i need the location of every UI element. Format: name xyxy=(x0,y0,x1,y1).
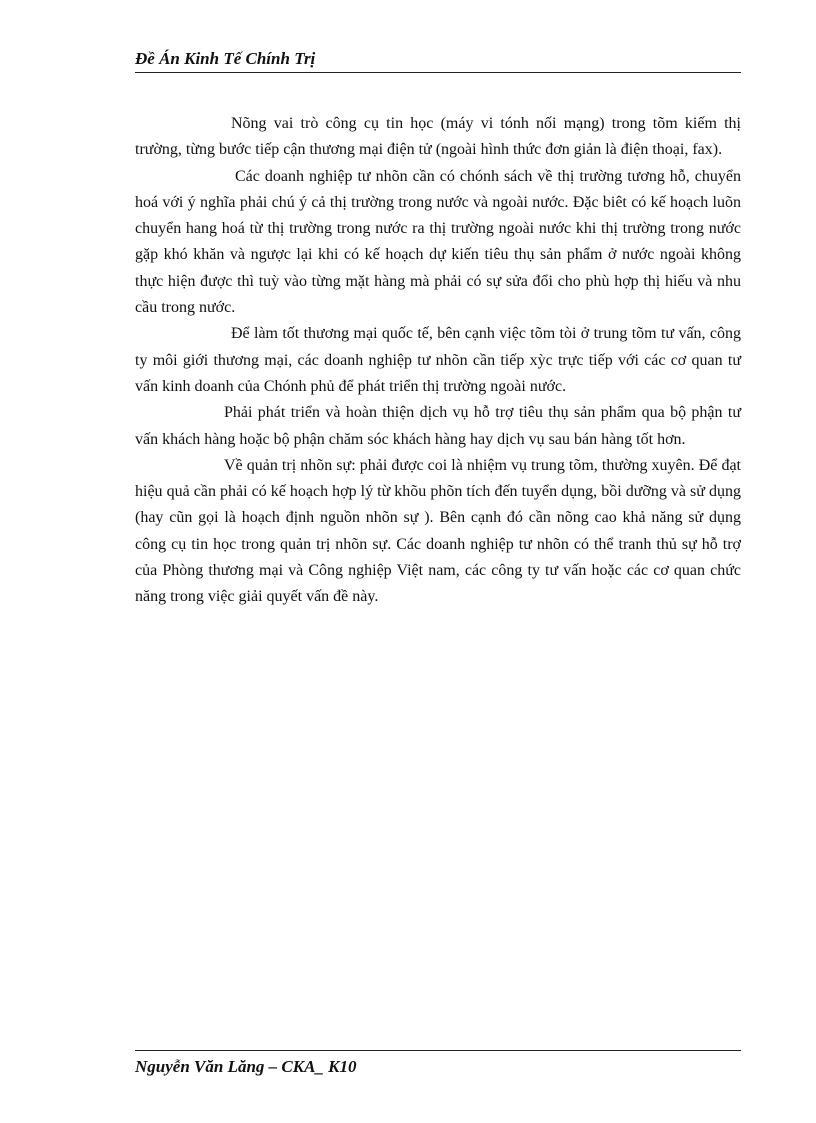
document-title: Đề Án Kinh Tế Chính Trị xyxy=(135,49,316,68)
author-name: Nguyễn Văn Lăng – CKA_ K10 xyxy=(135,1057,357,1076)
body-text xyxy=(135,111,741,611)
paragraph-1: Nõng vai trò công cụ tin học (máy vi tónh nối mạng) trong tõm kiếm thị trường, từng bước tiếp cận thương mại điện tử (ngoài hình thức đơn giản là điện thoại, fax). xyxy=(135,115,741,159)
paragraph-3: Để làm tốt thương mại quốc tế, bên cạnh việc tõm tòi ở trung tõm tư vấn, công ty môi giới thương mại, các doanh nghiệp tư nhõn cần tiếp xỳc trực tiếp với các cơ quan tư vấn kinh doanh của Chónh phủ để phát triển thị trường ngoài nước. xyxy=(135,325,741,395)
page-header xyxy=(135,48,741,73)
paragraph-5: Về quản trị nhõn sự: phải được coi là nhiệm vụ trung tõm, thường xuyên. Để đạt hiệu quả cần phải có kế hoạch hợp lý từ khõu phõn tích đến tuyển dụng, bồi dưỡng và sử dụng (hay cũn gọi là hoạch định nguồn nhõn sự ). Bên cạnh đó cần nõng cao khả năng sử dụng công cụ tin học trong quản trị nhõn sự. Các doanh nghiệp tư nhõn có thể tranh thủ sự hỗ trợ của Phòng thương mại và Công nghiệp Việt nam, các công ty tư vấn hoặc các cơ quan chức năng trong việc giải quyết vấn đề này. xyxy=(135,456,741,606)
paragraph-4: Phải phát triển và hoàn thiện dịch vụ hỗ trợ tiêu thụ sản phẩm qua bộ phận tư vấn khách hàng hoặc bộ phận chăm sóc khách hàng hay dịch vụ sau bán hàng tốt hơn. xyxy=(135,404,741,448)
page-footer xyxy=(135,1050,741,1078)
paragraph-2: Các doanh nghiệp tư nhõn cần có chónh sách về thị trường tương hỗ, chuyển hoá với ý nghĩa phải chú ý cả thị trường trong nước và ngoài nước. Đặc biêt có kế hoạch luõn chuyển hang hoá từ thị trường trong nước ra thị trường ngoài nước khi thị trường trong nước gặp khó khăn và ngược lại khi có kế hoạch dự kiến tiêu thụ sản phẩm ở nước ngoài không thực hiện được thì tuỳ vào từng mặt hàng mà phải có sự sửa đổi cho phù hợp thị hiếu và nhu cầu trong nước. xyxy=(135,167,741,317)
